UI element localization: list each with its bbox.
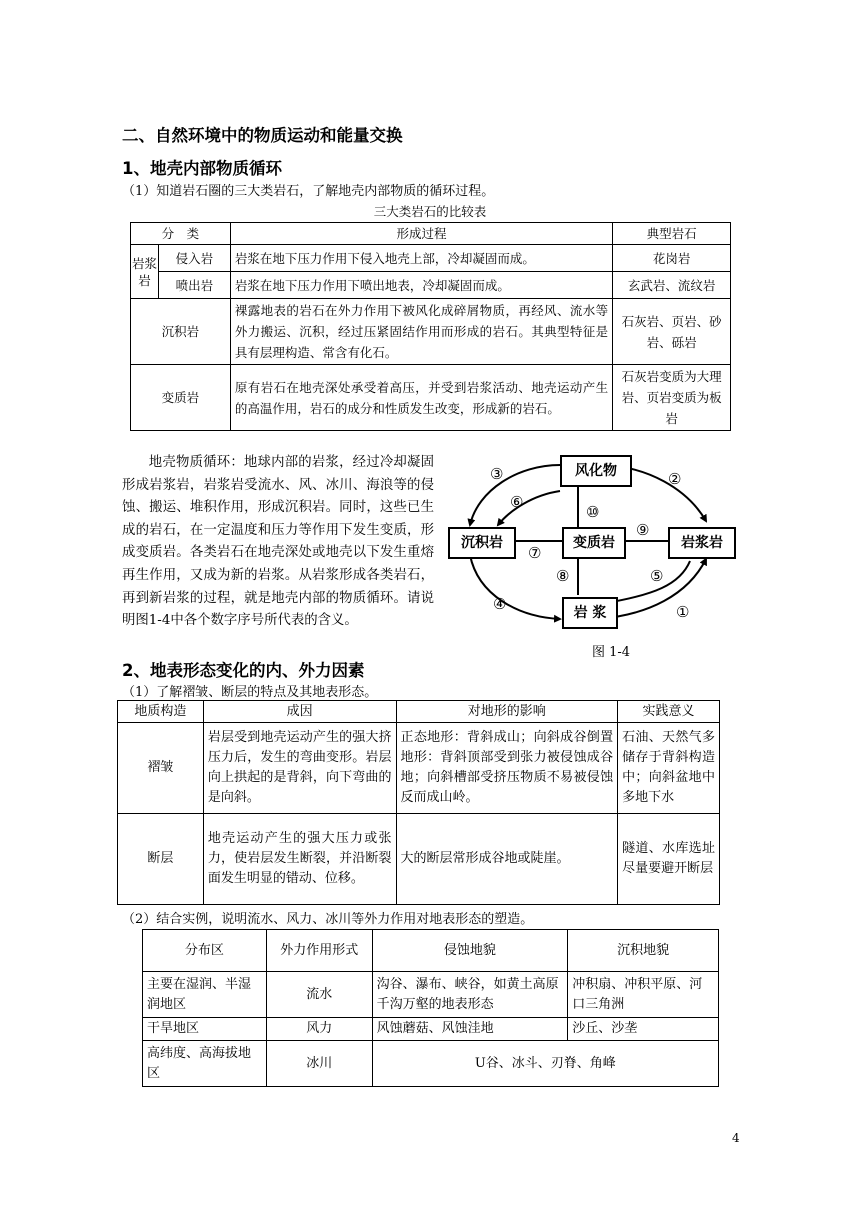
table1-row-example: 石灰岩变质为大理岩、页岩变质为板岩 bbox=[613, 365, 731, 431]
external-force-table bbox=[142, 929, 719, 1087]
table3-row-force: 流水 bbox=[266, 972, 372, 1018]
table1-row-name: 变质岩 bbox=[131, 365, 231, 431]
diagram-number-1: ① bbox=[676, 603, 690, 621]
table1-caption: 三大类岩石的比较表 bbox=[373, 204, 487, 219]
table2-row-practice: 石油、天然气多储存于背斜构造中；向斜盆地中多地下水 bbox=[618, 723, 720, 814]
table1-row-name: 侵入岩 bbox=[158, 245, 230, 272]
table1-row-name: 沉积岩 bbox=[131, 299, 231, 365]
box-weathered-material: 风化物 bbox=[560, 455, 632, 487]
diagram-number-10: ⑩ bbox=[586, 503, 600, 521]
diagram-number-7: ⑦ bbox=[528, 544, 542, 562]
table2-row-name: 断层 bbox=[118, 814, 204, 905]
table1-row-process: 岩浆在地下压力作用下侵入地壳上部，冷却凝固而成。 bbox=[230, 245, 612, 272]
diagram-number-4: ④ bbox=[493, 595, 507, 613]
section-title: 二、自然环境中的物质运动和能量交换 bbox=[122, 126, 403, 145]
box-sedimentary-rock: 沉积岩 bbox=[448, 527, 516, 559]
table3-row-force: 冰川 bbox=[266, 1041, 372, 1087]
diagram-number-2: ② bbox=[668, 470, 682, 488]
diagram-number-8: ⑧ bbox=[556, 567, 570, 585]
table1-row-name: 喷出岩 bbox=[158, 272, 230, 299]
table3-header-erosion: 侵蚀地貌 bbox=[372, 930, 568, 972]
heading-crust-cycle: 1、地壳内部物质循环 bbox=[122, 159, 282, 178]
diagram-number-3: ③ bbox=[490, 465, 504, 483]
table1-row-process: 原有岩石在地壳深处承受着高压，并受到岩浆活动、地壳运动产生的高温作用，岩石的成分和性质发生改变，形成新的岩石。 bbox=[230, 365, 612, 431]
diagram-number-9: ⑨ bbox=[636, 521, 650, 539]
table3-row-force: 风力 bbox=[266, 1018, 372, 1041]
requirement-2: （1）了解褶皱、断层的特点及其地表形态。 bbox=[122, 685, 378, 700]
table3-row-area: 主要在湿润、半湿润地区 bbox=[143, 972, 267, 1018]
table1-header-category: 分 类 bbox=[131, 223, 231, 245]
table3-header-area: 分布区 bbox=[143, 930, 267, 972]
table3-row-deposit: 冲积扇、冲积平原、河口三角洲 bbox=[568, 972, 719, 1018]
figure-caption: 图 1-4 bbox=[592, 645, 631, 660]
table2-row-effect: 大的断层常形成谷地或陡崖。 bbox=[396, 814, 618, 905]
diagram-number-5: ⑤ bbox=[650, 567, 664, 585]
geologic-structure-table bbox=[117, 700, 720, 905]
requirement-1: （1）知道岩石圈的三大类岩石，了解地壳内部物质的循环过程。 bbox=[122, 184, 495, 199]
table3-row-deposit: 沙丘、沙垄 bbox=[568, 1018, 719, 1041]
box-metamorphic-rock: 变质岩 bbox=[562, 527, 626, 559]
table2-row-name: 褶皱 bbox=[118, 723, 204, 814]
table3-row-area: 高纬度、高海拔地区 bbox=[143, 1041, 267, 1087]
table2-header-effect: 对地形的影响 bbox=[396, 701, 618, 723]
page-number: 4 bbox=[732, 1131, 740, 1145]
table3-header-deposit: 沉积地貌 bbox=[568, 930, 719, 972]
table1-row-process: 岩浆在地下压力作用下喷出地表，冷却凝固而成。 bbox=[230, 272, 612, 299]
table2-header-practice: 实践意义 bbox=[618, 701, 720, 723]
crust-cycle-paragraph: 地壳物质循环：地球内部的岩浆，经过冷却凝固形成岩浆岩，岩浆岩受流水、风、冰川、海浪等的侵蚀、搬运、堆积作用，形成沉积岩。同时，这些已生成的岩石，在一定温度和压力等作用下发生变质，形成变质岩。各类岩石在地壳深处或地壳以下发生重熔再生作用，又成为新的岩浆。从岩浆形成各类岩石，再到新岩浆的过程，就是地壳内部的物质循环。请说明图1-4中各个数字序号所代表的含义。 bbox=[122, 455, 434, 629]
diagram-number-6: ⑥ bbox=[510, 493, 524, 511]
table2-row-cause: 地壳运动产生的强大压力或张力，使岩层发生断裂，并沿断裂面发生明显的错动、位移。 bbox=[203, 814, 396, 905]
table3-row-erosion: 沟谷、瀑布、峡谷，如黄土高原千沟万壑的地表形态 bbox=[372, 972, 568, 1018]
table1-row-example: 玄武岩、流纹岩 bbox=[613, 272, 731, 299]
heading-landform-factors: 2、地表形态变化的内、外力因素 bbox=[122, 661, 365, 680]
box-magma: 岩 浆 bbox=[562, 597, 618, 629]
box-igneous-rock: 岩浆岩 bbox=[668, 527, 736, 559]
table1-row-example: 花岗岩 bbox=[613, 245, 731, 272]
table3-row-combined-landforms: U谷、冰斗、刃脊、角峰 bbox=[372, 1041, 718, 1087]
rock-cycle-diagram bbox=[448, 455, 738, 640]
table3-row-area: 干旱地区 bbox=[143, 1018, 267, 1041]
table1-header-process: 形成过程 bbox=[230, 223, 612, 245]
table2-row-cause: 岩层受到地壳运动产生的强大挤压力后，发生的弯曲变形。岩层向上拱起的是背斜，向下弯曲的是向斜。 bbox=[203, 723, 396, 814]
table3-header-force: 外力作用形式 bbox=[266, 930, 372, 972]
table1-row-process: 裸露地表的岩石在外力作用下被风化成碎屑物质，再经风、流水等外力搬运、沉积，经过压紧固结作用而形成的岩石。其典型特征是具有层理构造、常含有化石。 bbox=[230, 299, 612, 365]
table1-row-example: 石灰岩、页岩、砂岩、砾岩 bbox=[613, 299, 731, 365]
table2-header-structure: 地质构造 bbox=[118, 701, 204, 723]
table1-magma-group: 岩浆岩 bbox=[131, 245, 159, 299]
table2-row-practice: 隧道、水库选址尽量要避开断层 bbox=[618, 814, 720, 905]
table2-header-cause: 成因 bbox=[203, 701, 396, 723]
rock-comparison-table bbox=[130, 222, 731, 431]
table3-row-erosion: 风蚀蘑菇、风蚀洼地 bbox=[372, 1018, 568, 1041]
table2-row-effect: 正态地形：背斜成山；向斜成谷倒置地形：背斜顶部受到张力被侵蚀成谷地；向斜槽部受挤压物质不易被侵蚀反而成山岭。 bbox=[396, 723, 618, 814]
requirement-3: （2）结合实例，说明流水、风力、冰川等外力作用对地表形态的塑造。 bbox=[122, 912, 534, 927]
table1-header-example: 典型岩石 bbox=[613, 223, 731, 245]
